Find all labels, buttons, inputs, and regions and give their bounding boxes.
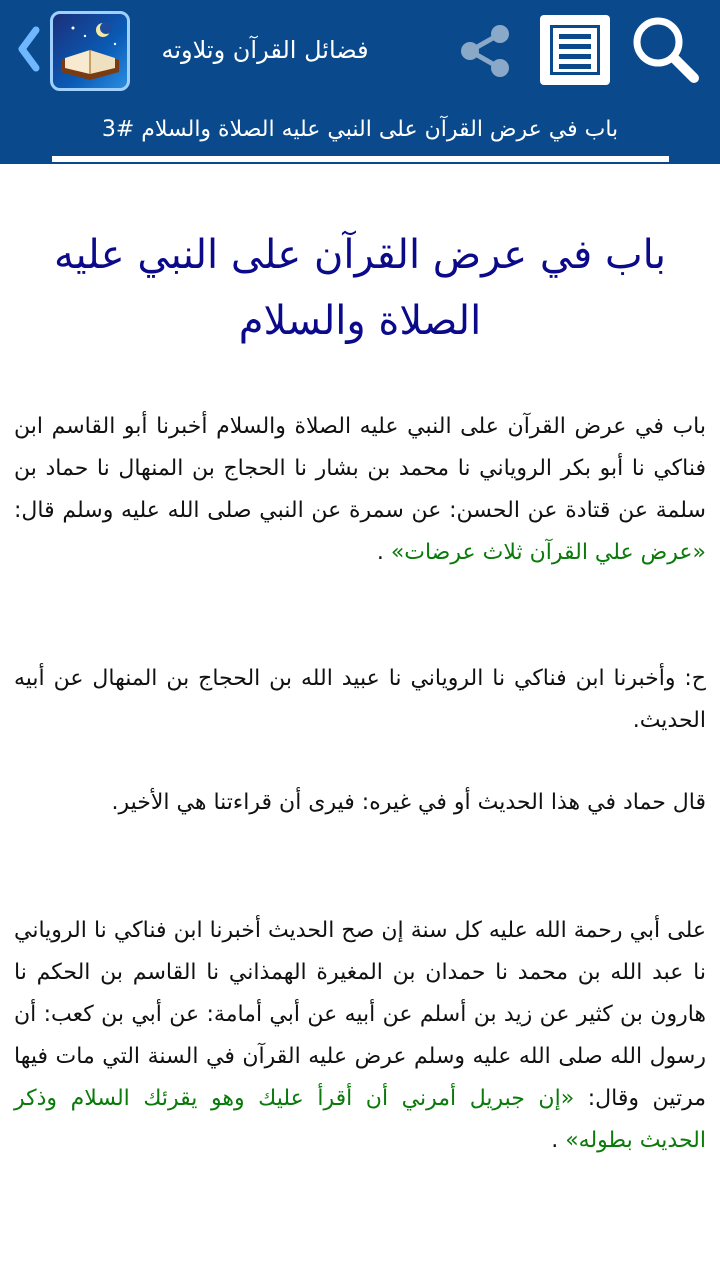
tab-indicator: [52, 156, 669, 162]
paragraph-4-text: على أبي رحمة الله عليه كل سنة إن صح الحديث أخبرنا ابن فناكي نا الروياني نا عبد الله بن محمد نا حمدان بن المغيرة الهمذاني نا القاسم بن الحكم نا هارون بن كثير عن زيد بن أسلم عن أبيه عن أبي أمامة: عن أبي بن كعب: أن رسول الله صلى الله عليه وسلم عرض عليه القرآن في السنة التي مات فيها مرتين وقال:: [14, 918, 706, 1111]
app-title: فضائل القرآن وتلاوته: [161, 36, 369, 64]
menu-button[interactable]: [540, 15, 610, 85]
share-icon[interactable]: [454, 20, 516, 82]
paragraph-2: ح: وأخبرنا ابن فناكي نا الروياني نا عبيد الله بن الحجاج بن المنهال عن أبيه الحديث.: [14, 666, 706, 733]
paragraph-3: قال حماد في هذا الحديث أو في غيره: فيرى أن قراءتنا هي الأخير.: [111, 790, 706, 815]
paragraph-4-end: .: [551, 1128, 566, 1153]
page-title: باب في عرض القرآن على النبي عليه الصلاة والسلام: [54, 232, 666, 344]
paragraph-1-end: .: [376, 540, 391, 565]
app-logo[interactable]: [50, 11, 130, 91]
paragraph-4-quote: «إن جبريل أمرني أن أقرأ عليك وهو يقرئك السلام وذكر الحديث بطوله»: [14, 1086, 706, 1153]
menu-icon: [550, 25, 600, 75]
tab-title[interactable]: باب في عرض القرآن على النبي عليه الصلاة والسلام #3: [101, 117, 619, 142]
paragraph-1-quote: «عرض علي القرآن ثلاث عرضات»: [390, 540, 706, 565]
chevron-left-icon[interactable]: [14, 24, 44, 74]
paragraph-1-text: باب في عرض القرآن على النبي عليه الصلاة والسلام أخبرنا أبو القاسم ابن فناكي نا أبو بكر الروياني نا محمد بن بشار نا الحجاج بن المنهال نا حماد بن سلمة عن قتادة عن الحسن: عن سمرة عن النبي صلى الله عليه وسلم قال:: [14, 414, 706, 523]
paragraph-4: [14, 910, 706, 1162]
search-icon[interactable]: [628, 12, 702, 86]
quran-book-icon: [53, 14, 127, 88]
paragraph-1: [14, 406, 706, 574]
